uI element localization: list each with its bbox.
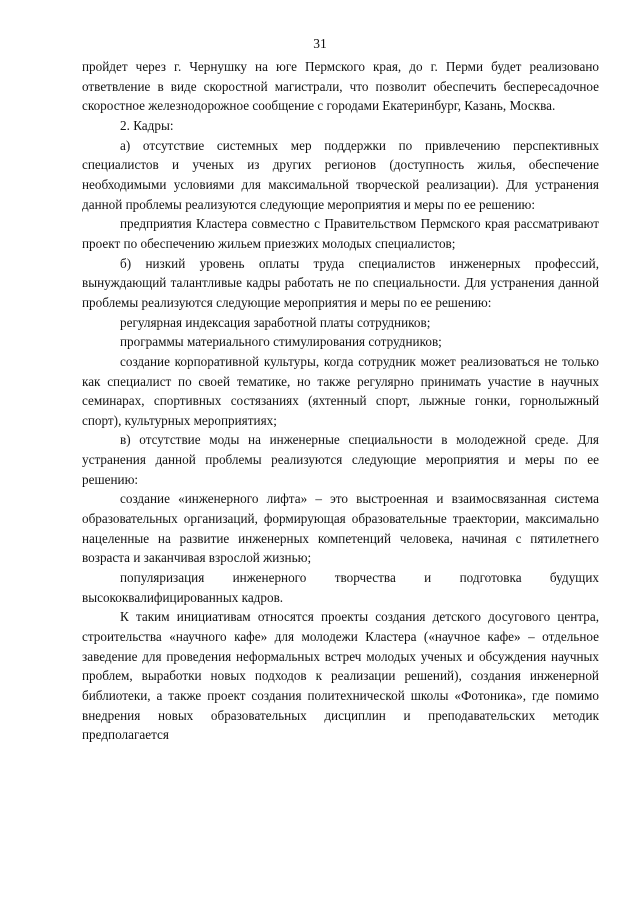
section-heading: 2. Кадры: — [120, 117, 174, 133]
paragraph: К таким инициативам относятся проекты создания детского досугового центра, строительства «научного кафе» для молодежи Кластера («научное кафе» – отдельное заведение для проведения неформальных встреч молодых ученых и обсуждения научных проблем, выработки новых подходов к реализации решений), создания инженерной библиотеки, а также проект создания политехнической школы «Фотоника», где помимо внедрения новых образовательных дисциплин и преподавательских методик предполагается — [82, 609, 599, 743]
page-number: 31 — [313, 36, 327, 51]
paragraph: пройдет через г. Чернушку на юге Пермского края, до г. Перми будет реализовано ответвление в виде скоростной магистрали, что позволит обеспечить беспересадочное скоростное железнодорожное сообщение с городами Екатеринбург, Казань, Москва. — [82, 59, 599, 114]
paragraph: создание корпоративной культуры, когда сотрудник может реализоваться не только как специалист по своей тематике, но также регулярно принимать участие в научных семинарах, спортивных состязаниях (яхтенный спорт, лыжные гонки, горнолыжный спорт), культурных мероприятиях; — [82, 353, 599, 428]
paragraph: предприятия Кластера совместно с Правительством Пермского края рассматривают проект по обеспечению жильем приезжих молодых специалистов; — [82, 216, 599, 251]
paragraph: регулярная индексация заработной платы сотрудников; — [120, 314, 431, 330]
paragraph: в) отсутствие моды на инженерные специальности в молодежной среде. Для устранения данной проблемы реализуются следующие мероприятия и меры по ее решению: — [82, 432, 599, 487]
document-body — [82, 57, 599, 745]
paragraph: б) низкий уровень оплаты труда специалистов инженерных профессий, вынуждающий талантливые кадры работать не по специальности. Для устранения данной проблемы реализуются следующие мероприятия и меры по ее решению: — [82, 255, 599, 310]
paragraph: популяризация инженерного творчества и подготовка будущих высококвалифицированных кадров. — [82, 570, 599, 605]
paragraph: программы материального стимулирования сотрудников; — [120, 334, 442, 350]
paragraph: создание «инженерного лифта» – это выстроенная и взаимосвязанная система образовательных организаций, формирующая образовательные траектории, максимально нацеленные на развитие инженерных компетенций человека, начиная с пятилетнего возраста и заканчивая взрослой жизнью; — [82, 491, 599, 566]
paragraph: а) отсутствие системных мер поддержки по привлечению перспективных специалистов и ученых из других регионов (доступность жилья, обеспечение необходимыми условиями для максимальной творческой реализации). Для устранения данной проблемы реализуются следующие мероприятия и меры по ее решению: — [82, 137, 599, 212]
